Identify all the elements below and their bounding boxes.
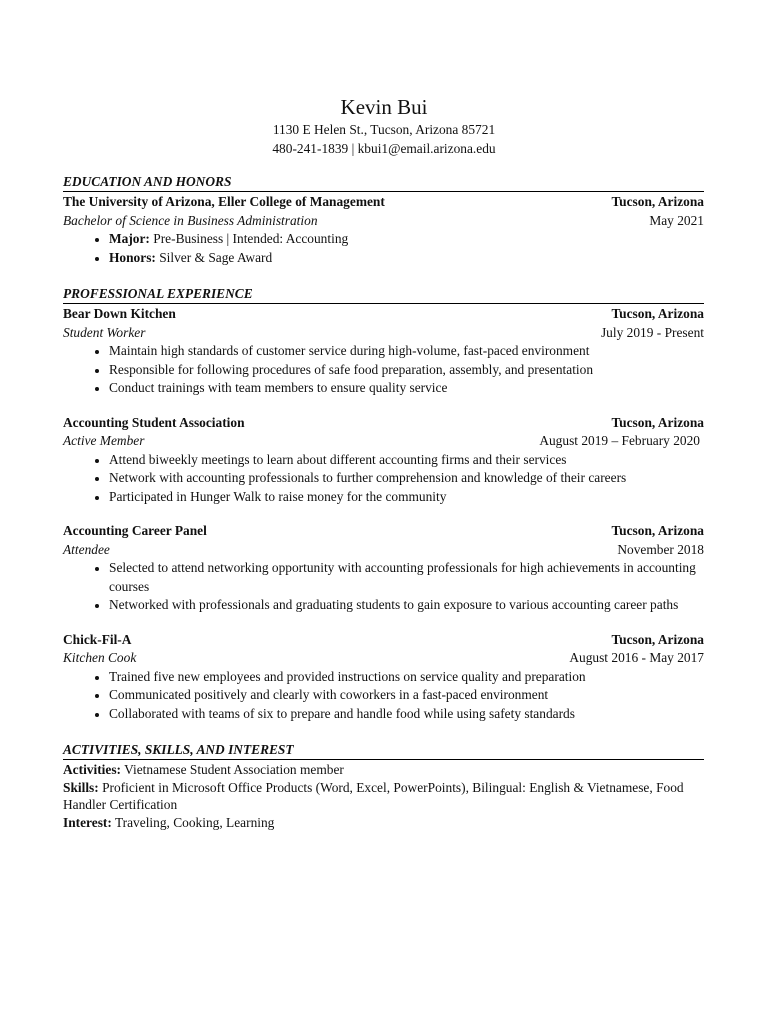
job-date: July 2019 - Present [600,324,704,340]
list-item: • Major: Pre-Business | Intended: Accounting [109,230,704,249]
resume-body [63,172,704,831]
job-entry-accounting-student-association [63,414,704,507]
education-degree-row [63,212,704,231]
job-org: Accounting Career Panel [63,523,207,538]
job-entry-bear-down-kitchen [63,305,704,398]
job-location: Tucson, Arizona [611,414,704,430]
school-name: The University of Arizona, Eller College of Management [63,194,385,209]
job-role: Student Worker [63,324,146,340]
section-title-education: EDUCATION AND HONORS [63,172,704,192]
job-date: November 2018 [617,541,704,557]
list-item: • Conduct trainings with team members to ensure quality service [109,379,704,398]
job-location: Tucson, Arizona [611,306,704,321]
education-section [63,172,704,267]
degree-date: May 2021 [649,212,704,228]
list-item: • Network with accounting professionals to further comprehension and knowledge of their careers [109,469,704,488]
job-org: Chick-Fil-A [63,631,132,647]
job-entry-accounting-career-panel [63,522,704,615]
job-location: Tucson, Arizona [611,631,704,647]
job-entry-chick-fil-a [63,631,704,724]
skills-line: Skills: Proficient in Microsoft Office Products (Word, Excel, PowerPoints), Bilingual: English & Vietnamese, Food Handler Certification [63,779,684,812]
list-item: • Selected to attend networking opportunity with accounting professionals for high achievements in accounting courses [109,559,704,596]
education-org-row [63,193,704,212]
list-item: • Networked with professionals and graduating students to gain exposure to various accounting career paths [109,596,704,615]
education-bullets [63,230,704,267]
interest-line: Interest: Traveling, Cooking, Learning [63,814,275,830]
job-org: Accounting Student Association [63,414,245,430]
list-item: • Responsible for following procedures of safe food preparation, assembly, and presentation [109,361,704,380]
job-role: Attendee [63,541,110,557]
list-item: • Communicated positively and clearly with coworkers in a fast-paced environment [109,686,704,705]
candidate-name: Kevin Bui [340,95,428,119]
list-item: • Maintain high standards of customer service during high-volume, fast-paced environment [109,342,704,361]
list-item: • Trained five new employees and provided instructions on service quality and preparation [109,668,704,687]
resume-header [0,94,768,158]
list-item: • Participated in Hunger Walk to raise money for the community [109,488,704,507]
job-date: August 2019 – February 2020 [539,433,700,448]
contact-line: 480-241-1839 | kbui1@email.arizona.edu [272,141,496,156]
job-role: Active Member [63,433,145,448]
activities-section [63,740,704,831]
address-line: 1130 E Helen St., Tucson, Arizona 85721 [272,122,496,137]
school-location: Tucson, Arizona [611,194,704,209]
section-title-experience: PROFESSIONAL EXPERIENCE [63,284,704,304]
job-date: August 2016 - May 2017 [569,650,704,665]
experience-section [63,284,704,723]
job-role: Kitchen Cook [63,650,137,665]
section-title-activities: ACTIVITIES, SKILLS, AND INTEREST [63,740,704,760]
job-org: Bear Down Kitchen [63,306,176,321]
activities-line: Activities: Vietnamese Student Association member [63,762,344,777]
job-location: Tucson, Arizona [611,523,704,538]
list-item: • Collaborated with teams of six to prepare and handle food while using safety standards [109,705,704,724]
list-item: • Honors: Silver & Sage Award [109,249,704,268]
degree-name: Bachelor of Science in Business Administration [63,212,318,228]
list-item: • Attend biweekly meetings to learn about different accounting firms and their services [109,451,704,470]
